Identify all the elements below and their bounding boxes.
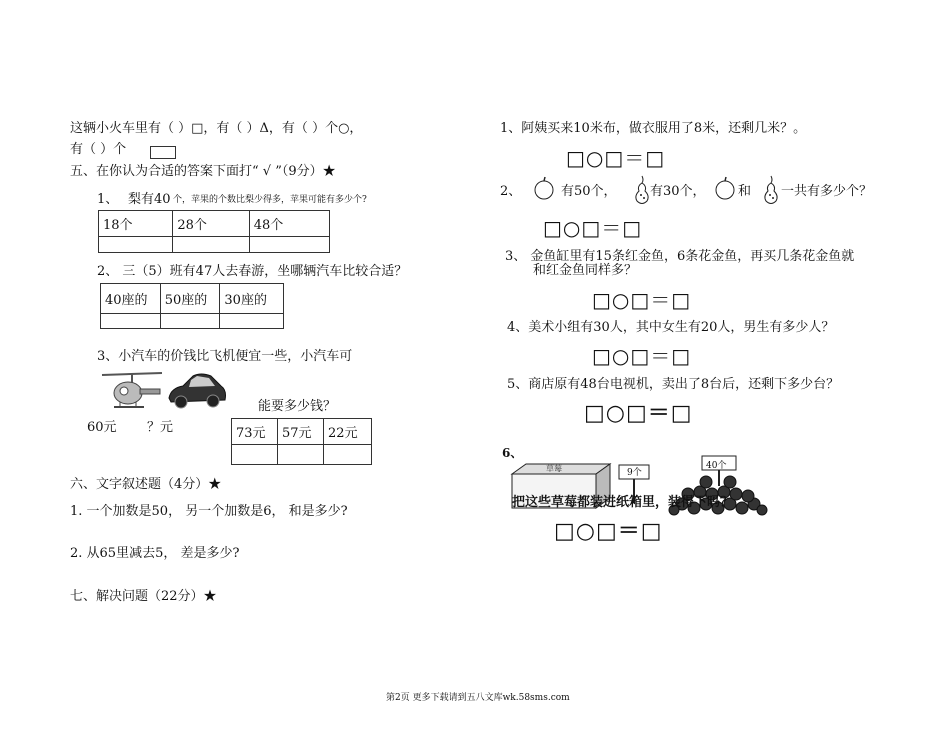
problem1-equation: □○□＝□ bbox=[566, 146, 666, 170]
problem2-and: 和 bbox=[738, 184, 752, 199]
q1-option-2: 28个 bbox=[173, 211, 249, 237]
problem1-text: 1、阿姨买来10米布，做衣服用了8米，还剩几米？。 bbox=[500, 121, 807, 136]
page-footer: 第2页 更多下载请到五八文库wk.58sms.com bbox=[386, 693, 570, 703]
section7-title: 七、解决问题（22分）★ bbox=[70, 589, 217, 604]
problem4-equation: □○□＝□ bbox=[592, 344, 692, 368]
q1-answer-cell-2[interactable] bbox=[173, 237, 249, 253]
problem5-equation: □○□＝□ bbox=[584, 401, 693, 426]
q1-options-table bbox=[98, 210, 330, 253]
q3-option-1: 73元 bbox=[232, 419, 278, 445]
section6-question2: 2. 从65里减去5， 差是多少? bbox=[70, 546, 240, 561]
q2-answer-cell-3[interactable] bbox=[220, 314, 284, 329]
section5-title: 五、在你认为合适的答案下面打“ √ ”（9分）★ bbox=[70, 164, 336, 179]
q2-text: 2、 三（5）班有47人去春游，坐哪辆汽车比较合适？ bbox=[97, 264, 408, 279]
train-question-line2: 有（ ）个 bbox=[70, 142, 127, 157]
problem4-text: 4、美术小组有30人，其中女生有20人，男生有多少人？ bbox=[507, 320, 835, 335]
q1-answer-cell-1[interactable] bbox=[99, 237, 173, 253]
toy-helicopter-icon bbox=[100, 367, 164, 417]
sign-9-label: 9个 bbox=[627, 468, 642, 478]
problem3-equation: □○□＝□ bbox=[592, 288, 692, 312]
section6-question1: 1. 一个加数是50， 另一个加数是6， 和是多少? bbox=[70, 504, 348, 519]
problem2-equation: □○□＝□ bbox=[543, 216, 643, 240]
q2-answer-cell-2[interactable] bbox=[160, 314, 220, 329]
problem5-text: 5、商店原有48台电视机，卖出了8台后，还剩下多少台？ bbox=[507, 377, 840, 392]
q1-option-1: 18个 bbox=[99, 211, 173, 237]
pear-icon bbox=[633, 174, 651, 206]
q1-option-3: 48个 bbox=[249, 211, 329, 237]
q3-option-3: 22元 bbox=[324, 419, 372, 445]
q3-answer-cell-2[interactable] bbox=[278, 445, 324, 465]
train-question-line1: 这辆小火车里有（ ）□，有（ ）Δ，有（ ）个○， bbox=[70, 121, 363, 136]
problem3-line2: 和红金鱼同样多？ bbox=[533, 263, 638, 278]
q1-text-small: 个，苹果的个数比梨少得多，苹果可能有多少个? bbox=[173, 195, 367, 205]
q3-options-table bbox=[231, 418, 372, 465]
pear-icon-2 bbox=[762, 174, 780, 206]
q3-answer-cell-1[interactable] bbox=[232, 445, 278, 465]
q2-option-2: 50座的 bbox=[160, 284, 220, 314]
section6-title: 六、文字叙述题（4分）★ bbox=[70, 477, 222, 492]
problem3-line1: 3、 金鱼缸里有15条红金鱼，6条花金鱼，再买几条花金鱼就 bbox=[505, 249, 855, 264]
apple-icon bbox=[532, 176, 556, 200]
q3-plane-price: 60元 bbox=[87, 420, 117, 435]
problem2-pear-count: 有30个， bbox=[650, 184, 706, 199]
rectangle-shape-icon bbox=[150, 146, 176, 159]
car-icon bbox=[165, 368, 229, 414]
q2-answer-cell-1[interactable] bbox=[101, 314, 161, 329]
problem2-question: 一共有多少个？ bbox=[781, 184, 873, 199]
problem6-equation: □○□＝□ bbox=[554, 519, 663, 544]
sign-40-label: 40个 bbox=[706, 461, 727, 471]
problem2-apple-count: 有50个， bbox=[561, 184, 617, 199]
q2-options-table bbox=[100, 283, 284, 329]
q3-text: 3、小汽车的价钱比飞机便宜一些，小汽车可 bbox=[97, 349, 353, 364]
q2-option-1: 40座的 bbox=[101, 284, 161, 314]
problem6-text: 把这些草莓都装进纸箱里，装得下吗？ bbox=[512, 495, 734, 510]
q1-text: 梨有40 bbox=[128, 192, 171, 207]
q3-option-2: 57元 bbox=[278, 419, 324, 445]
apple-icon-2 bbox=[713, 176, 737, 200]
q3-question: 能要多少钱？ bbox=[258, 399, 337, 414]
q2-option-3: 30座的 bbox=[220, 284, 284, 314]
q1-answer-cell-3[interactable] bbox=[249, 237, 329, 253]
q3-answer-cell-3[interactable] bbox=[324, 445, 372, 465]
problem2-number: 2、 bbox=[500, 184, 522, 199]
problem6-number: 6、 bbox=[502, 446, 523, 460]
svg-text:草莓: 草莓 bbox=[546, 464, 562, 473]
q1-number: 1、 bbox=[97, 192, 119, 207]
q3-car-price: ？元 bbox=[147, 420, 174, 435]
